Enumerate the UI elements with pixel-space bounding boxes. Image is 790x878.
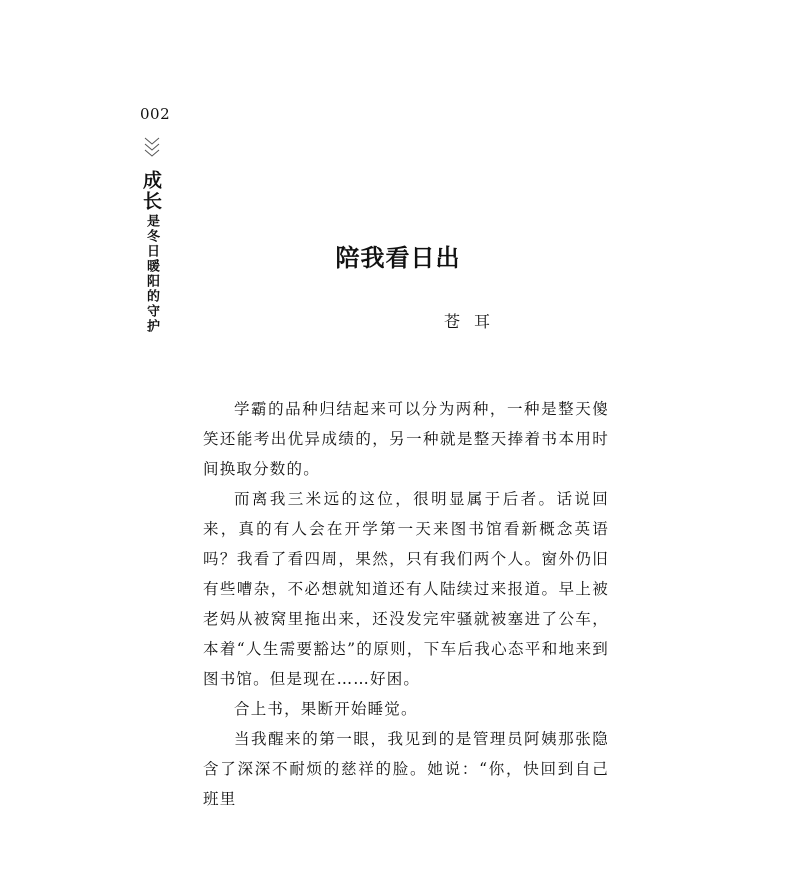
- chevron-down-icon: [143, 136, 161, 162]
- body-text: [203, 394, 609, 814]
- paragraph: 学霸的品种归结起来可以分为两种，一种是整天傻笑还能考出优异成绩的，另一种就是整天捧着书本用时间换取分数的。: [203, 400, 609, 478]
- book-title-rest: 是冬日暖阳的守护: [144, 214, 159, 334]
- chapter-author: 苍耳: [444, 312, 505, 331]
- paragraph: 当我醒来的第一眼，我见到的是管理员阿姨那张隐含了深深不耐烦的慈祥的脸。她说：“你，快回到自己班里: [203, 730, 609, 808]
- running-book-title: [139, 170, 163, 334]
- book-title-lead: 成长: [140, 170, 162, 212]
- page-number: 002: [140, 105, 171, 123]
- chapter-title: 陪我看日出: [335, 244, 461, 272]
- paragraph: 合上书，果断开始睡觉。: [234, 700, 418, 718]
- paragraph: 而离我三米远的这位，很明显属于后者。话说回来，真的有人会在开学第一天来图书馆看新概念英语吗？我看了看四周，果然，只有我们两个人。窗外仍旧有些嘈杂，不必想就知道还有人陆续过来报道。早上被老妈从被窝里拖出来，还没发完牢骚就被塞进了公车，本着“人生需要豁达”的原则，下车后我心态平和地来到图书馆。但是现在……好困。: [203, 490, 609, 688]
